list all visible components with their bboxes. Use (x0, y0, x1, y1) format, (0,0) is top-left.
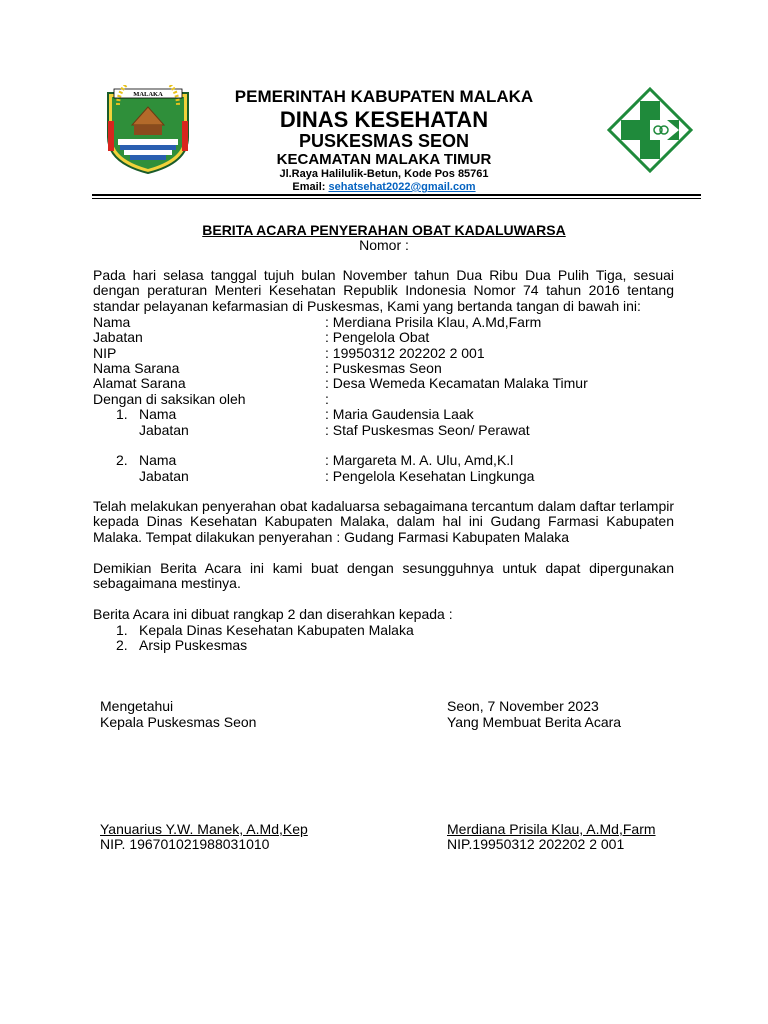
distribution-paragraph: Berita Acara ini dibuat rangkap 2 dan diserahkan kepada : (93, 606, 453, 622)
sign-left-nip: NIP. 196701021988031010 (100, 836, 270, 852)
field-value: : Pengelola Obat (325, 329, 430, 345)
letterhead-district: KECAMATAN MALAKA TIMUR (276, 151, 492, 168)
handover-paragraph: Telah melakukan penyerahan obat kadaluarsa sebagaimana tercantum dalam daftar terlampir kepada Dinas Kesehatan Kabupaten Malaka, dalam hal ini Gudang Farmasi Kabupaten Malaka. Tempat dilakukan penyerahan : Gudang Farmasi Kabupaten Malaka (93, 498, 674, 545)
field-value: : Desa Wemeda Kecamatan Malaka Timur (325, 375, 588, 391)
sign-right-place-date: Seon, 7 November 2023 (447, 698, 599, 714)
list-number: 1. (116, 622, 128, 638)
witness-number: 2. (116, 452, 128, 468)
list-text: Arsip Puskesmas (139, 637, 248, 653)
sign-right-nip: NIP.19950312 202202 2 001 (447, 836, 625, 852)
field-label: Nama (93, 314, 131, 330)
intro-paragraph: Pada hari selasa tanggal tujuh bulan November tahun Dua Ribu Dua Pulih Tiga, sesuai dengan peraturan Menteri Kesehatan Republik Indonesia Nomor 74 tahun 2016 tentang standar pelayanan kefarmasian di Puskesmas, Kami yang bertanda tangan di bawah ini: (93, 267, 674, 314)
witness-role: : Pengelola Kesehatan Lingkunga (325, 468, 535, 484)
field-value: : 19950312 202202 2 001 (325, 345, 485, 361)
field-label: Nama Sarana (93, 360, 180, 376)
document-number: Nomor : (359, 237, 409, 253)
field-value: : Puskesmas Seon (325, 360, 442, 376)
closing-paragraph: Demikian Berita Acara ini kami buat dengan sesungguhnya untuk dapat dipergunakan sebagaimana mestinya. (93, 560, 674, 592)
sign-left-heading: Mengetahui (100, 698, 174, 714)
letterhead-rule-thick (92, 194, 701, 196)
witness-role-label: Jabatan (139, 468, 189, 484)
document-title: BERITA ACARA PENYERAHAN OBAT KADALUWARSA (202, 222, 566, 238)
letterhead-rule-thin (92, 198, 701, 199)
letterhead-government: PEMERINTAH KABUPATEN MALAKA (234, 87, 534, 106)
list-number: 2. (116, 637, 128, 653)
field-label: NIP (93, 345, 117, 361)
list-text: Kepala Dinas Kesehatan Kabupaten Malaka (139, 622, 414, 638)
email-link[interactable]: sehatsehat2022@gmail.com (328, 181, 476, 193)
email-label: Email: (292, 181, 326, 193)
kemenkes-logo (607, 87, 693, 173)
letterhead-agency: DINAS KESEHATAN (279, 107, 489, 132)
sign-right-title: Yang Membuat Berita Acara (447, 714, 622, 730)
witness-name: : Margareta M. A. Ulu, Amd,K.l (325, 452, 514, 468)
witness-role-label: Jabatan (139, 422, 189, 438)
field-label: Jabatan (93, 329, 143, 345)
sign-left-title: Kepala Puskesmas Seon (100, 714, 257, 730)
logo-text: MALAKA (133, 91, 163, 98)
sign-left-name: Yanuarius Y.W. Manek, A.Md,Kep (100, 821, 308, 837)
witness-name: : Maria Gaudensia Laak (325, 406, 474, 422)
field-value: : Merdiana Prisila Klau, A.Md,Farm (325, 314, 542, 330)
letterhead-unit: PUSKESMAS SEON (298, 131, 470, 151)
letterhead-address: Jl.Raya Halilulik-Betun, Kode Pos 85761 (279, 168, 489, 180)
field-label: Dengan di saksikan oleh (93, 391, 246, 407)
health-cross-icon (607, 87, 693, 173)
witness-number: 1. (116, 406, 128, 422)
witness-name-label: Nama (139, 406, 177, 422)
sign-right-name: Merdiana Prisila Klau, A.Md,Farm (447, 821, 656, 837)
field-value: : (325, 391, 329, 407)
witness-role: : Staf Puskesmas Seon/ Perawat (325, 422, 530, 438)
letterhead-email-line (0, 181, 768, 194)
witness-name-label: Nama (139, 452, 177, 468)
field-label: Alamat Sarana (93, 375, 186, 391)
